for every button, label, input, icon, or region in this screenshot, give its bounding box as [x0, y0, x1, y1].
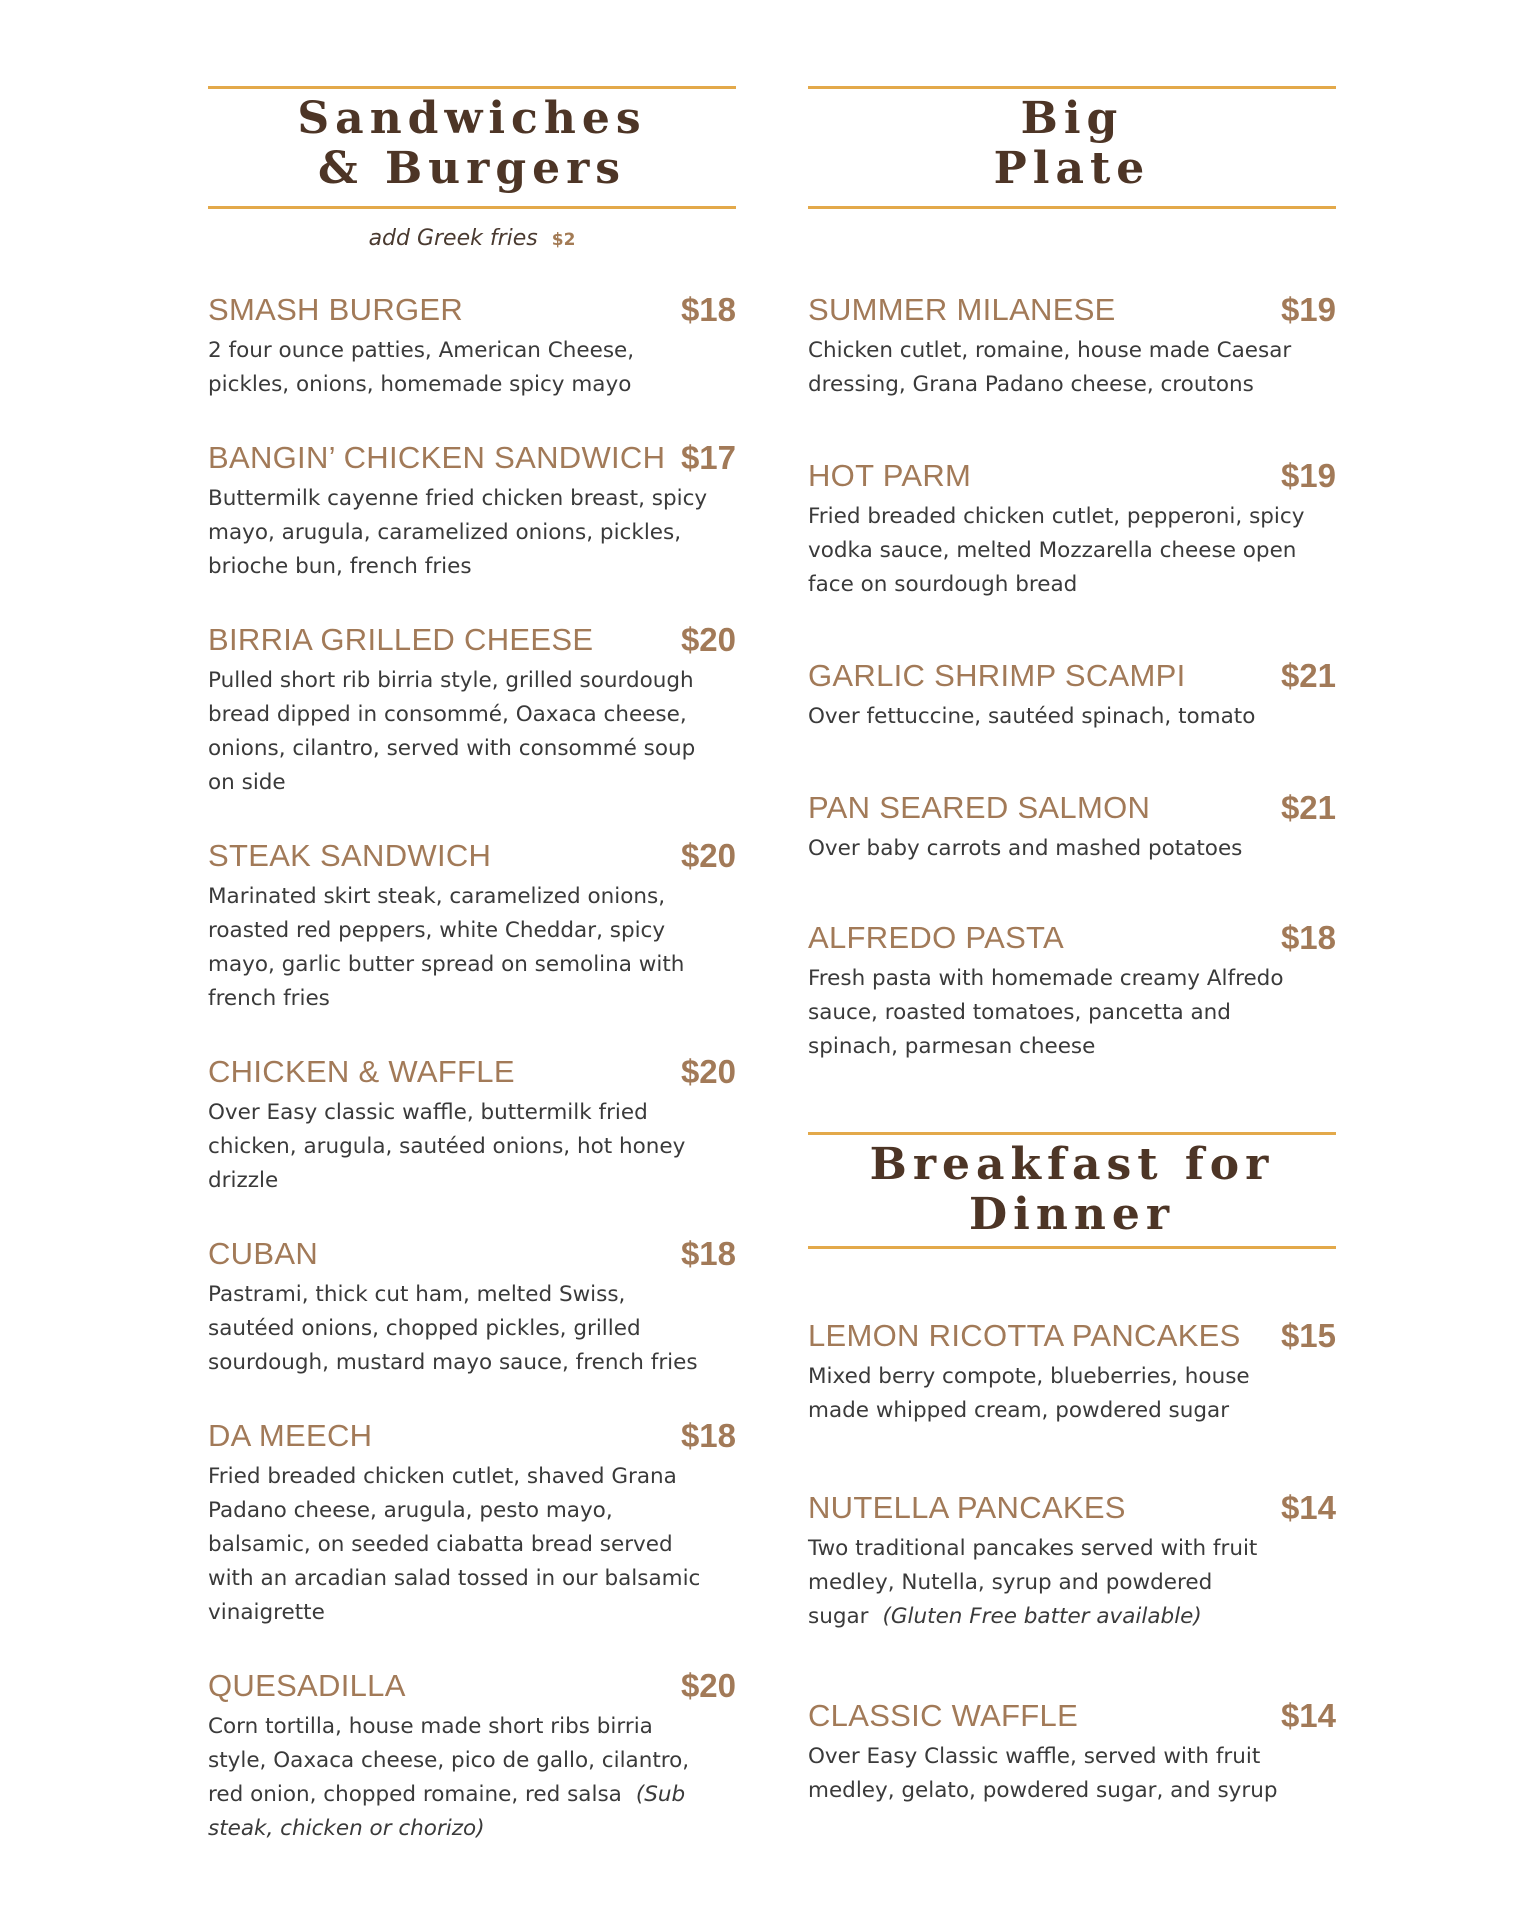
- section-rule-bottom: [208, 206, 736, 209]
- greek-fries-note: [208, 226, 736, 251]
- item-price: $21: [1280, 789, 1336, 826]
- item-price: $18: [680, 291, 736, 328]
- item-description: Buttermilk cayenne fried chicken breast, spicy mayo, arugula, caramelized onions, pickles, brioche bun, french fries: [208, 486, 708, 579]
- menu-item: [808, 1698, 1336, 1808]
- section-title-line: Breakfast for: [869, 1139, 1275, 1190]
- item-price: $18: [1280, 919, 1336, 956]
- menu-item: [208, 292, 736, 402]
- item-description-text: Two traditional pancakes served with fruit medley, Nutella, syrup and powdered sugar: [808, 1536, 1258, 1629]
- item-description: Fresh pasta with homemade creamy Alfredo sauce, roasted tomatoes, pancetta and spinach, parmesan cheese: [808, 966, 1284, 1059]
- item-name: LEMON RICOTTA PANCAKES: [808, 1318, 1241, 1353]
- item-price: $19: [1280, 457, 1336, 494]
- item-name: SMASH BURGER: [208, 292, 464, 327]
- item-name: BANGIN’ CHICKEN SANDWICH: [208, 440, 666, 475]
- menu-item: [808, 790, 1336, 866]
- menu-item: [808, 1490, 1336, 1634]
- menu-item: [808, 920, 1336, 1064]
- item-price: $21: [1280, 657, 1336, 694]
- item-description: 2 four ounce patties, American Cheese, pickles, onions, homemade spicy mayo: [208, 338, 635, 397]
- item-note: (Sub steak, chicken or chorizo): [208, 1782, 686, 1841]
- item-description-text: Corn tortilla, house made short ribs birria style, Oaxaca cheese, pico de gallo, cilantro, red onion, chopped romaine, red salsa: [208, 1714, 690, 1807]
- item-name: CLASSIC WAFFLE: [808, 1698, 1079, 1733]
- item-name: DA MEECH: [208, 1418, 373, 1453]
- item-description: Marinated skirt steak, caramelized onions, roasted red peppers, white Cheddar, spicy mayo, garlic butter spread on semolina with french fries: [208, 884, 685, 1011]
- item-name: CHICKEN & WAFFLE: [208, 1054, 515, 1089]
- item-name: NUTELLA PANCAKES: [808, 1490, 1126, 1525]
- item-name: CUBAN: [208, 1236, 319, 1271]
- item-description: Fried breaded chicken cutlet, pepperoni, spicy vodka sauce, melted Mozzarella cheese open face on sourdough bread: [808, 504, 1305, 597]
- menu-item: [808, 458, 1336, 602]
- menu-item: [208, 622, 736, 800]
- section-title-big-plate: [808, 94, 1336, 194]
- item-price: $20: [680, 621, 736, 658]
- menu-item: [208, 1668, 736, 1846]
- item-name: HOT PARM: [808, 458, 972, 493]
- item-description: [208, 1710, 708, 1846]
- item-price: $18: [680, 1235, 736, 1272]
- menu-item: [208, 1418, 736, 1630]
- item-description: Chicken cutlet, romaine, house made Caesar dressing, Grana Padano cheese, croutons: [808, 338, 1292, 397]
- section-rule-top: [808, 1132, 1336, 1135]
- item-name: QUESADILLA: [208, 1668, 406, 1703]
- item-price: $14: [1280, 1697, 1336, 1734]
- item-description: Pulled short rib birria style, grilled sourdough bread dipped in consommé, Oaxaca cheese, onions, cilantro, served with consommé soup on side: [208, 668, 696, 795]
- item-price: $20: [680, 1053, 736, 1090]
- menu-item: [208, 440, 736, 584]
- item-description: Over baby carrots and mashed potatoes: [808, 836, 1243, 861]
- section-rule-bottom: [808, 1246, 1336, 1249]
- item-price: $20: [680, 837, 736, 874]
- item-description: Over Easy Classic waffle, served with fruit medley, gelato, powdered sugar, and syrup: [808, 1744, 1278, 1803]
- section-rule-bottom: [808, 206, 1336, 209]
- section-rule-top: [808, 86, 1336, 89]
- section-title-breakfast: [808, 1140, 1336, 1240]
- menu-item: [808, 292, 1336, 402]
- section-title-line: Dinner: [968, 1189, 1176, 1240]
- menu-item: [208, 838, 736, 1016]
- item-price: $20: [680, 1667, 736, 1704]
- menu-item: [808, 658, 1336, 734]
- item-price: $17: [680, 439, 736, 476]
- note-text: add Greek fries: [368, 226, 538, 251]
- item-price: $15: [1280, 1317, 1336, 1354]
- menu-item: [808, 1318, 1336, 1428]
- section-title-line: Big: [1020, 93, 1124, 144]
- item-name: STEAK SANDWICH: [208, 838, 492, 873]
- item-note: (Gluten Free batter available): [882, 1604, 1202, 1629]
- menu-item: [208, 1054, 736, 1198]
- item-description: Mixed berry compote, blueberries, house made whipped cream, powdered sugar: [808, 1364, 1250, 1423]
- item-description: [808, 1532, 1308, 1634]
- item-price: $19: [1280, 291, 1336, 328]
- menu-item: [208, 1236, 736, 1380]
- item-description: Over Easy classic waffle, buttermilk fried chicken, arugula, sautéed onions, hot honey drizzle: [208, 1100, 686, 1193]
- item-name: ALFREDO PASTA: [808, 920, 1064, 955]
- item-name: SUMMER MILANESE: [808, 292, 1116, 327]
- item-description: Over fettuccine, sautéed spinach, tomato: [808, 704, 1256, 729]
- section-title-line: & Burgers: [317, 143, 627, 194]
- item-price: $14: [1280, 1489, 1336, 1526]
- section-title-line: Plate: [993, 143, 1151, 194]
- item-name: BIRRIA GRILLED CHEESE: [208, 622, 594, 657]
- item-description: Fried breaded chicken cutlet, shaved Grana Padano cheese, arugula, pesto mayo, balsamic, on seeded ciabatta bread served with an arcadian salad tossed in our balsamic vinaigrette: [208, 1464, 701, 1625]
- note-price: $2: [551, 230, 576, 250]
- item-description: Pastrami, thick cut ham, melted Swiss, sautéed onions, chopped pickles, grilled sourdough, mustard mayo sauce, french fries: [208, 1282, 698, 1375]
- item-name: PAN SEARED SALMON: [808, 790, 1151, 825]
- section-rule-top: [208, 86, 736, 89]
- section-title-line: Sandwiches: [297, 93, 647, 144]
- section-title-sandwiches: [208, 94, 736, 194]
- item-name: GARLIC SHRIMP SCAMPI: [808, 658, 1186, 693]
- item-price: $18: [680, 1417, 736, 1454]
